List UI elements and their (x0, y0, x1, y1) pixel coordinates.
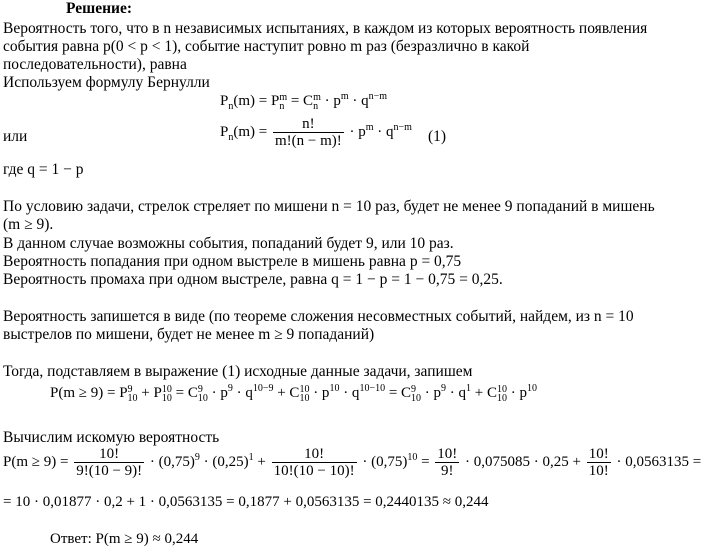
substitute-line: Тогда, подставляем в выражение (1) исходные данные задачи, запишем (3, 363, 473, 380)
hit-probability-line: Вероятность попадания при одном выстреле в мишень равна p = 0,75 (3, 253, 462, 270)
substituted-formula: P(m ≥ 9) = P 9 10 + P 10 10 = C 9 10 · $p^9 \cdot q^{10-9} + C$ 10 10 · $p^{10} \cdot q^{10-10} = C$ 9 10 · $p^9 \cdot q^1 + C$ 10 10 · $p^{10}$ (50, 383, 538, 404)
bernoulli-formula: $P_n(m) = P$ m n = C m n · $p^m \cdot q^{n-m}$ (220, 91, 388, 112)
or-label: или (3, 128, 28, 145)
bernoulli-formula-expanded: $P_n(m)$ = $\frac{n!}{m!(n - m)!}$ · $p^m \cdot q^{n-m}$ (220, 116, 412, 149)
possible-events-line: В данном случае возможны события, попаданий будет 9, или 10 раз. (3, 235, 454, 252)
compute-line: Вычислим искомую вероятность (3, 429, 220, 446)
computation-formula: P(m ≥ 9) = $\frac{10!}{9!(10 - 9)!}$ · $(0,75)^9 \cdot (0,25)^1$ + $\frac{10!}{10!(10 - 10)!}$ · $(0,75)^{10}$ = $\frac{10!}{9!}$ · 0,075085 · 0,25 + $\frac{10!}{10!}$ · 0,0563135 = (3, 446, 701, 479)
result-line: = 10 · 0,01877 · 0,2 + 1 · 0,0563135 = 0,1877 + 0,0563135 = 0,2440135 ≈ 0,244 (3, 494, 489, 510)
condition-paragraph: По условию задачи, стрелок стреляет по мишени n = 10 раз, будет не менее 9 попаданий в мишень (m ≥ 9). (3, 198, 655, 233)
miss-probability-line: Вероятность промаха при одном выстреле, равна q = 1 − p = 1 − 0,75 = 0,25. (3, 271, 503, 288)
intro-paragraph: Вероятность того, что в n независимых испытаниях, в каждом из которых вероятность появления события равна p(0 < p < 1), событие наступит ровно m раз (безразлично в какой последовательности), равна (3, 20, 648, 73)
where-q-line: где q = 1 − p (3, 161, 84, 178)
formula-number: (1) (428, 128, 447, 145)
solution-heading: Решение: (66, 0, 133, 17)
answer-line: Ответ: P(m ≥ 9) ≈ 0,244 (50, 531, 199, 547)
use-formula-line: Используем формулу Бернулли (3, 74, 210, 91)
record-paragraph: Вероятность запишется в виде (по теореме сложения несовместных событий, найдем, из n = 10 выстрелов по мишени, будет не менее m ≥ 9 попаданий) (3, 308, 634, 343)
